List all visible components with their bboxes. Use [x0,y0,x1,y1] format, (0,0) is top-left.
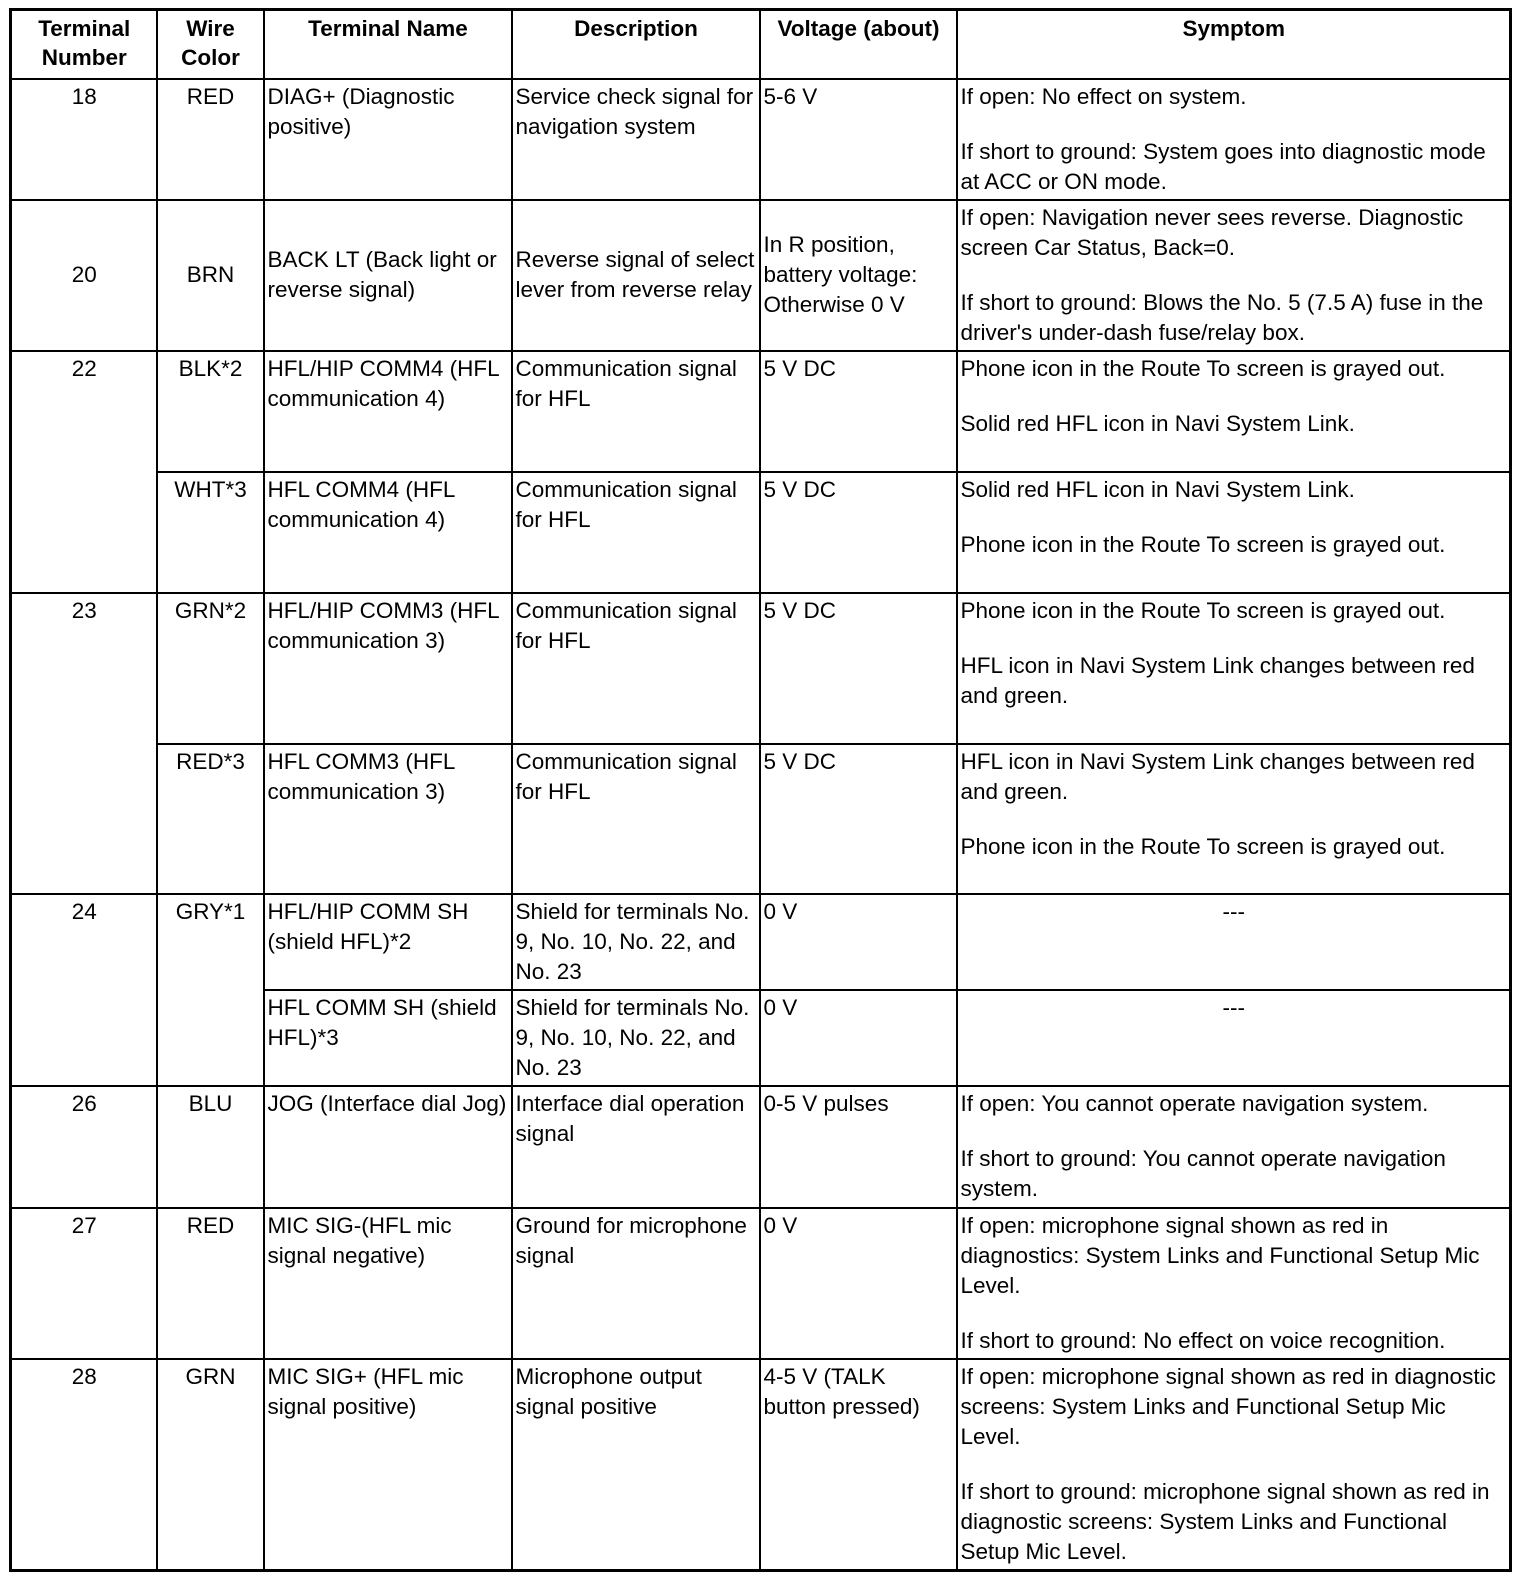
symptom-line: Solid red HFL icon in Navi System Link. [960,410,1355,436]
description: Interface dial operation signal [512,1086,760,1207]
voltage: 5 V DC [760,351,957,472]
symptom-line: If open: Navigation never sees reverse. Diagnostic screen Car Status, Back=0. [960,204,1464,260]
symptom-line: If open: You cannot operate navigation system. [960,1091,1429,1117]
description: Communication signal for HFL [512,351,760,472]
description: Communication signal for HFL [512,472,760,593]
symptom-line: If short to ground: microphone signal shown as red in diagnostic screens: System Links and Functional Setup Mic Level. [960,1478,1490,1564]
terminal-name: JOG (Interface dial Jog) [264,1086,512,1207]
symptom-line: Phone icon in the Route To screen is grayed out. [960,834,1446,860]
table-row [11,1086,1511,1207]
symptom-line: HFL icon in Navi System Link changes between red and green. [960,653,1475,709]
voltage: 5 V DC [760,593,957,744]
voltage: 0 V [760,990,957,1086]
table-row [11,200,1511,351]
table-row [11,79,1511,200]
terminal-name: MIC SIG+ (HFL mic signal positive) [264,1359,512,1571]
wire-color: BRN [157,200,264,351]
description: Microphone output signal positive [512,1359,760,1571]
header-terminal-number: Terminal Number [11,10,157,79]
description: Reverse signal of select lever from reverse relay [512,200,760,351]
voltage: 0 V [760,1208,957,1359]
symptom [957,1359,1511,1571]
terminal-name: MIC SIG-(HFL mic signal negative) [264,1208,512,1359]
terminal-name: HFL COMM SH (shield HFL)*3 [264,990,512,1086]
symptom-line: Phone icon in the Route To screen is grayed out. [960,531,1446,557]
wire-color: GRY*1 [157,894,264,1086]
voltage: 0 V [760,894,957,990]
symptom-line: If short to ground: Blows the No. 5 (7.5 A) fuse in the driver's under-dash fuse/relay box. [960,289,1484,345]
terminal-name: HFL/HIP COMM4 (HFL communication 4) [264,351,512,472]
header-voltage: Voltage (about) [760,10,957,79]
symptom: --- [957,894,1511,990]
symptom-line: If open: No effect on system. [960,83,1247,109]
terminal-name: HFL COMM3 (HFL communication 3) [264,744,512,894]
voltage: 5 V DC [760,744,957,894]
symptom-line: If open: microphone signal shown as red in diagnostic screens: System Links and Functional Setup Mic Level. [960,1363,1496,1449]
voltage: 5 V DC [760,472,957,593]
terminal-name: DIAG+ (Diagnostic positive) [264,79,512,200]
terminal-number: 20 [11,200,157,351]
table-row [11,744,1511,894]
wire-color: BLK*2 [157,351,264,472]
symptom-line: Phone icon in the Route To screen is grayed out. [960,355,1446,381]
voltage: In R position, battery voltage: Otherwise 0 V [760,200,957,351]
terminal-name: HFL/HIP COMM3 (HFL communication 3) [264,593,512,744]
symptom [957,1086,1511,1207]
description: Shield for terminals No. 9, No. 10, No. 22, and No. 23 [512,894,760,990]
terminal-number: 22 [11,351,157,593]
header-wire-color: Wire Color [157,10,264,79]
wire-color: GRN*2 [157,593,264,744]
symptom-line: HFL icon in Navi System Link changes between red and green. [960,749,1475,805]
header-description: Description [512,10,760,79]
terminal-number: 28 [11,1359,157,1571]
wire-color: RED [157,1208,264,1359]
header-terminal-name: Terminal Name [264,10,512,79]
wire-color: RED [157,79,264,200]
header-row [11,10,1511,79]
table-row [11,894,1511,990]
symptom-line: If short to ground: System goes into diagnostic mode at ACC or ON mode. [960,138,1486,194]
symptom-line: If open: microphone signal shown as red in diagnostics: System Links and Functional Setup Mic Level. [960,1212,1480,1298]
terminal-number: 24 [11,894,157,1086]
symptom-line: If short to ground: No effect on voice recognition. [960,1327,1446,1353]
description: Communication signal for HFL [512,593,760,744]
table-row [11,593,1511,744]
symptom [957,79,1511,200]
wire-color: WHT*3 [157,472,264,593]
wire-color: GRN [157,1359,264,1571]
voltage: 0-5 V pulses [760,1086,957,1207]
symptom-line: Solid red HFL icon in Navi System Link. [960,476,1355,502]
symptom [957,1208,1511,1359]
description: Shield for terminals No. 9, No. 10, No. 22, and No. 23 [512,990,760,1086]
wire-color: BLU [157,1086,264,1207]
symptom [957,200,1511,351]
terminal-number: 23 [11,593,157,894]
header-symptom: Symptom [957,10,1511,79]
description: Communication signal for HFL [512,744,760,894]
symptom: --- [957,990,1511,1086]
description: Ground for microphone signal [512,1208,760,1359]
table-row [11,1359,1511,1571]
terminal-table [9,8,1512,1572]
table-row [11,1208,1511,1359]
description: Service check signal for navigation system [512,79,760,200]
symptom [957,472,1511,593]
terminal-name: BACK LT (Back light or reverse signal) [264,200,512,351]
symptom-line: If short to ground: You cannot operate navigation system. [960,1146,1446,1202]
terminal-name: HFL/HIP COMM SH (shield HFL)*2 [264,894,512,990]
wire-color: RED*3 [157,744,264,894]
terminal-name: HFL COMM4 (HFL communication 4) [264,472,512,593]
table-row [11,472,1511,593]
voltage: 5-6 V [760,79,957,200]
terminal-number: 18 [11,79,157,200]
symptom-line: Phone icon in the Route To screen is grayed out. [960,598,1446,624]
terminal-number: 26 [11,1086,157,1207]
voltage: 4-5 V (TALK button pressed) [760,1359,957,1571]
symptom [957,351,1511,472]
table-row [11,351,1511,472]
symptom [957,593,1511,744]
symptom [957,744,1511,894]
terminal-number: 27 [11,1208,157,1359]
